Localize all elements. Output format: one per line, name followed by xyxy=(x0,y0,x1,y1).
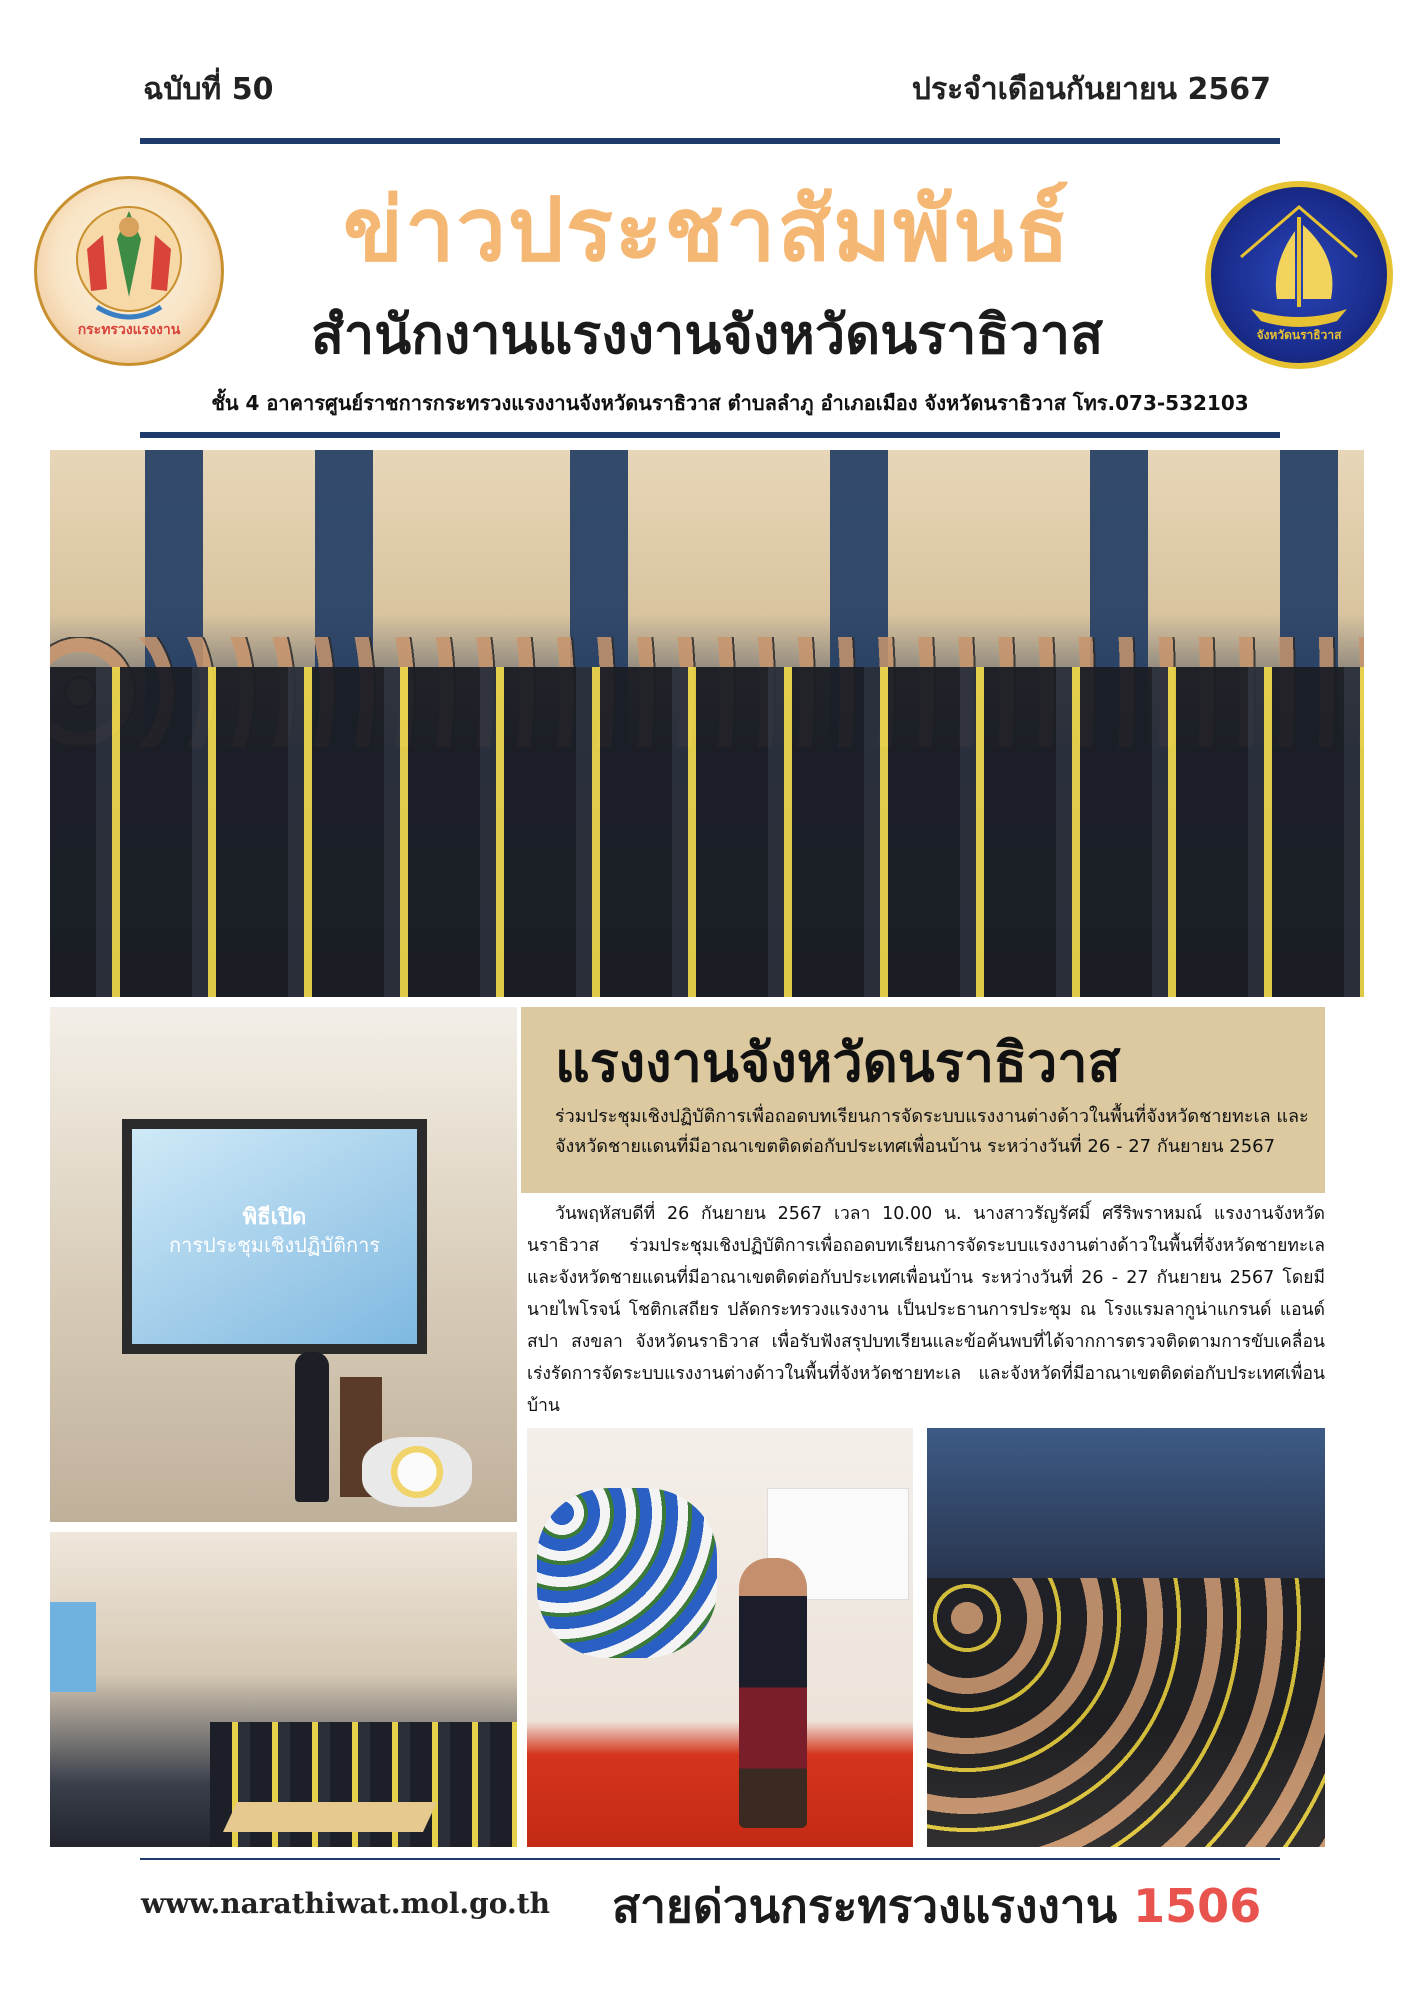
ministry-logo-text: กระทรวงแรงงาน xyxy=(77,322,181,338)
official-portrait-photo xyxy=(527,1428,913,1847)
hotline-label: สายด่วนกระทรวงแรงงาน xyxy=(612,1879,1118,1933)
province-seal-text: จังหวัดนราธิวาส xyxy=(1256,328,1342,342)
opening-ceremony-photo xyxy=(50,1007,517,1522)
header-bottom-divider xyxy=(140,432,1280,438)
projector-screen xyxy=(122,1119,427,1354)
narathiwat-province-seal xyxy=(1205,181,1393,369)
hotline-number: 1506 xyxy=(1133,1879,1262,1933)
issue-month: ประจำเดือนกันยายน 2567 xyxy=(911,72,1271,107)
article-body: วันพฤหัสบดีที่ 26 กันยายน 2567 เวลา 10.00 น. นางสาวรัญรัศมิ์ ศรีริพราหมณ์ แรงงานจังหวัดนราธิวาส ร่วมประชุมเชิงปฏิบัติการเพื่อถอดบทเรียนการจัดระบบแรงงานต่างด้าวในพื้นที่จังหวัดชายทะเล และจังหวัดชายแดนที่มีอาณาเขตติดต่อกับประเทศเพื่อนบ้าน ระหว่างวันที่ 26 - 27 กันยายน 2567 โดยมีนายไพโรจน์ โชติกเสถียร ปลัดกระทรวงแรงงาน เป็นประธานการประชุม ณ โรงแรมลากูน่าแกรนด์ แอนด์ สปา สงขลา จังหวัดนราธิวาส เพื่อรับฟังสรุปบทเรียนและข้อค้นพบที่ได้จากการตรวจติดตามการขับเคลื่อนเร่งรัดการจัดระบบแรงงานต่างด้าวในพื้นที่จังหวัดชายทะเล และจังหวัดที่มีอาณาเขตติดต่อกับประเทศเพื่อนบ้าน xyxy=(527,1204,1325,1416)
meeting-room-photo xyxy=(50,1532,517,1847)
website-url[interactable]: www.narathiwat.mol.go.th xyxy=(141,1887,550,1920)
ministry-of-labour-logo xyxy=(34,176,224,366)
footer-divider xyxy=(140,1858,1280,1860)
page-title: ข่าวประชาสัมพันธ์ xyxy=(342,178,1072,281)
office-address: ชั้น 4 อาคารศูนย์ราชการกระทรวงแรงงานจังหวัดนราธิวาส ตำบลลำภู อำเภอเมือง จังหวัดนราธิวาส โทร.073-532103 xyxy=(211,391,1249,415)
hotline xyxy=(612,1870,1261,1943)
top-divider xyxy=(140,138,1280,144)
screen-title: พิธีเปิด xyxy=(242,1205,307,1230)
issue-number: ฉบับที่ 50 xyxy=(143,72,274,107)
article-subheadline: ร่วมประชุมเชิงปฏิบัติการเพื่อถอดบทเรียนการจัดระบบแรงงานต่างด้าวในพื้นที่จังหวัดชายทะเล และจังหวัดชายแดนที่มีอาณาเขตติดต่อกับประเทศเพื่อนบ้าน ระหว่างวันที่ 26 - 27 กันยายน 2567 xyxy=(555,1106,1309,1157)
audience-photo xyxy=(927,1428,1325,1847)
article-headline: แรงงานจังหวัดนราธิวาส xyxy=(555,1031,1121,1094)
screen-subtitle: การประชุมเชิงปฏิบัติการ xyxy=(168,1233,381,1257)
group-photo xyxy=(50,450,1364,997)
office-name: สำนักงานแรงงานจังหวัดนราธิวาส xyxy=(310,303,1104,366)
